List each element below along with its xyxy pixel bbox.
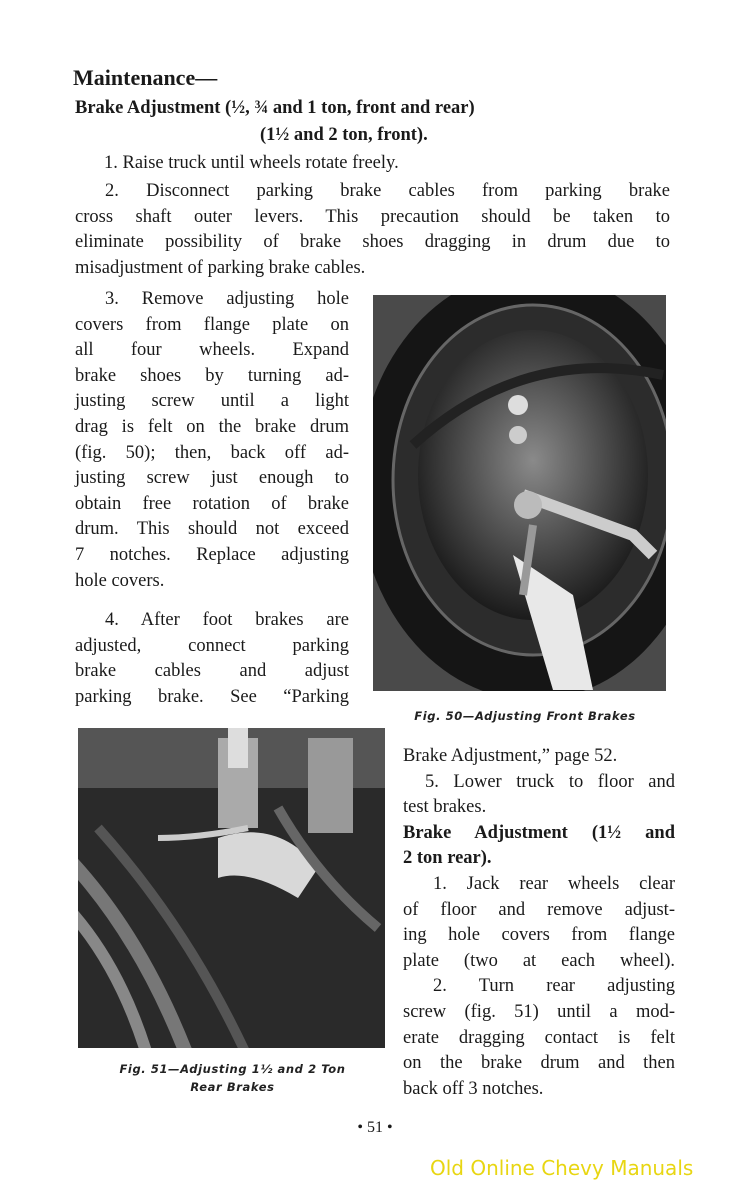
text-line: cross shaft outer levers. This precaution should be taken to [75, 206, 670, 227]
text-line: erate dragging contact is felt [403, 1027, 675, 1048]
title-line-1: Brake Adjustment (½, ¾ and 1 ton, front and rear) [75, 98, 475, 118]
subheading: 2 ton rear). [403, 848, 492, 869]
text-line: back off 3 notches. [403, 1078, 544, 1099]
watermark: Old Online Chevy Manuals [430, 1156, 694, 1180]
text-line: adjusted, connect parking [75, 635, 349, 656]
text-line: drag is felt on the brake drum [75, 416, 349, 437]
text-line: (fig. 50); then, back off ad- [75, 442, 349, 463]
step-1: 1. Raise truck until wheels rotate freely. [104, 153, 399, 173]
text-line: all four wheels. Expand [75, 340, 349, 361]
figure-50-caption: Fig. 50—Adjusting Front Brakes [414, 709, 636, 723]
text-line: justing screw just enough to [75, 468, 349, 489]
figure-51-photo [78, 728, 385, 1048]
step-3 [75, 287, 349, 594]
text-line: 2. Turn rear adjusting [433, 976, 675, 997]
text-line: plate (two at each wheel). [403, 950, 675, 971]
text-line: 5. Lower truck to floor and [425, 771, 675, 792]
text-line: hole covers. [75, 570, 165, 591]
figure-51-caption-line-1: Fig. 51—Adjusting 1½ and 2 Ton [119, 1062, 346, 1076]
text-line: 3. Remove adjusting hole [105, 289, 349, 309]
text-line: covers from flange plate on [75, 314, 349, 335]
step-4 [75, 608, 349, 710]
subheading: Brake Adjustment (1½ and [403, 822, 675, 843]
text-line: screw (fig. 51) until a mod- [403, 1001, 675, 1022]
page-number: • 51 • [357, 1119, 393, 1136]
text-line: obtain free rotation of brake [75, 493, 349, 514]
figure-50-photo [373, 295, 666, 691]
brake-wheel-illustration [373, 295, 666, 691]
text-line: 2. Disconnect parking brake cables from parking brake [105, 181, 670, 201]
right-column [403, 744, 675, 1102]
text-line: 1. Jack rear wheels clear [433, 873, 675, 894]
text-line: 7 notches. Replace adjusting [75, 544, 349, 565]
text-line: of floor and remove adjust- [403, 899, 675, 920]
text-line: eliminate possibility of brake shoes dragging in drum due to [75, 232, 670, 253]
text-line: parking brake. See “Parking [75, 686, 349, 707]
step-2 [75, 179, 670, 281]
text-line: misadjustment of parking brake cables. [75, 257, 366, 278]
figure-51-caption-line-2: Rear Brakes [190, 1080, 275, 1094]
text-line: brake shoes by turning ad- [75, 365, 349, 386]
text-line: on the brake drum and then [403, 1053, 675, 1074]
title-line-2: (1½ and 2 ton, front). [260, 125, 428, 145]
rear-brake-illustration [78, 728, 385, 1048]
text-line: 4. After foot brakes are [105, 610, 349, 630]
text-line: brake cables and adjust [75, 661, 349, 682]
text-line: Brake Adjustment,” page 52. [403, 746, 618, 766]
text-line: ing hole covers from flange [403, 925, 675, 946]
text-line: test brakes. [403, 797, 487, 818]
section-heading: Maintenance— [73, 65, 218, 90]
text-line: justing screw until a light [75, 391, 349, 412]
text-line: drum. This should not exceed [75, 519, 349, 540]
